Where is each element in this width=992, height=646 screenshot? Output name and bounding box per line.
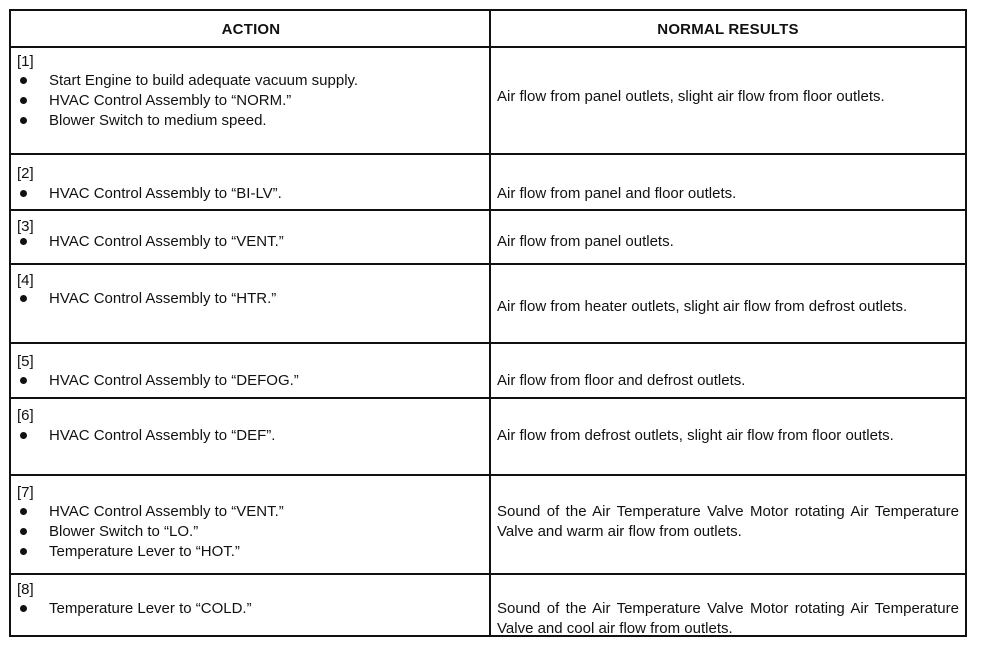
- result-cell: Sound of the Air Temperature Valve Motor rotating Air Temperature Valve and cool air flow from outlets.: [497, 600, 959, 637]
- action-cell: [11, 344, 489, 397]
- action-cell: [11, 575, 489, 635]
- action-cell: [11, 155, 489, 209]
- bullet-icon: [20, 238, 27, 245]
- bullet-icon: [20, 97, 27, 104]
- bullet-icon: [20, 377, 27, 384]
- action-cell: [11, 399, 489, 474]
- table-row: [11, 344, 965, 399]
- bullet-icon: [20, 432, 27, 439]
- action-text: Temperature Lever to “HOT.”: [49, 543, 240, 560]
- header-action: ACTION: [221, 21, 281, 38]
- action-item: [19, 232, 284, 252]
- action-list: [19, 289, 276, 309]
- hvac-test-table: [9, 9, 967, 637]
- step-number: [1]: [17, 53, 34, 70]
- action-item: [19, 289, 276, 309]
- result-cell: Air flow from floor and defrost outlets.: [497, 372, 746, 389]
- action-item: [19, 426, 275, 446]
- action-text: HVAC Control Assembly to “VENT.”: [49, 233, 284, 250]
- result-cell: Air flow from panel and floor outlets.: [497, 185, 737, 202]
- action-item: [19, 599, 252, 619]
- action-text: HVAC Control Assembly to “HTR.”: [49, 290, 277, 307]
- action-text: HVAC Control Assembly to “DEFOG.”: [49, 372, 299, 389]
- bullet-icon: [20, 190, 27, 197]
- action-item: [19, 522, 284, 542]
- action-item: [19, 542, 284, 562]
- table-row: [11, 575, 965, 635]
- action-list: [19, 184, 282, 204]
- action-text: HVAC Control Assembly to “BI-LV”.: [49, 185, 282, 202]
- step-number: [5]: [17, 353, 34, 370]
- action-cell: [11, 476, 489, 573]
- table-row: [11, 211, 965, 265]
- result-cell: Air flow from panel outlets, slight air flow from floor outlets.: [497, 88, 885, 105]
- header-normal-results: NORMAL RESULTS: [657, 21, 799, 38]
- action-text: HVAC Control Assembly to “DEF”.: [49, 427, 276, 444]
- action-list: [19, 232, 284, 252]
- action-item: [19, 371, 299, 391]
- action-item: [19, 71, 358, 91]
- step-number: [7]: [17, 484, 34, 501]
- result-cell: Sound of the Air Temperature Valve Motor rotating Air Temperature Valve and warm air flow from outlets.: [497, 503, 959, 540]
- action-text: Blower Switch to medium speed.: [49, 112, 267, 129]
- table-row: [11, 265, 965, 344]
- result-cell: Air flow from panel outlets.: [497, 233, 674, 250]
- action-text: HVAC Control Assembly to “NORM.”: [49, 92, 292, 109]
- bullet-icon: [20, 295, 27, 302]
- step-number: [6]: [17, 407, 34, 424]
- step-number: [4]: [17, 272, 34, 289]
- action-list: [19, 502, 284, 562]
- result-cell: Air flow from heater outlets, slight air flow from defrost outlets.: [497, 298, 908, 315]
- bullet-icon: [20, 508, 27, 515]
- action-item: [19, 91, 358, 111]
- action-list: [19, 426, 275, 446]
- bullet-icon: [20, 605, 27, 612]
- bullet-icon: [20, 548, 27, 555]
- bullet-icon: [20, 77, 27, 84]
- result-cell: Air flow from defrost outlets, slight air flow from floor outlets.: [497, 427, 894, 444]
- table-row: [11, 155, 965, 211]
- bullet-icon: [20, 528, 27, 535]
- action-cell: [11, 211, 489, 263]
- table-row: [11, 476, 965, 575]
- bullet-icon: [20, 117, 27, 124]
- action-item: [19, 502, 284, 522]
- action-list: [19, 71, 358, 131]
- action-cell: [11, 48, 489, 153]
- action-list: [19, 371, 299, 391]
- action-text: Start Engine to build adequate vacuum supply.: [49, 72, 359, 89]
- table-header: [11, 11, 965, 48]
- action-text: Temperature Lever to “COLD.”: [49, 600, 252, 617]
- action-list: [19, 599, 252, 619]
- action-text: HVAC Control Assembly to “VENT.”: [49, 503, 284, 520]
- step-number: [2]: [17, 165, 34, 182]
- table-row: [11, 48, 965, 155]
- table-row: [11, 399, 965, 476]
- step-number: [3]: [17, 218, 34, 235]
- action-text: Blower Switch to “LO.”: [49, 523, 199, 540]
- action-item: [19, 184, 282, 204]
- action-item: [19, 111, 358, 131]
- action-cell: [11, 265, 489, 342]
- step-number: [8]: [17, 581, 34, 598]
